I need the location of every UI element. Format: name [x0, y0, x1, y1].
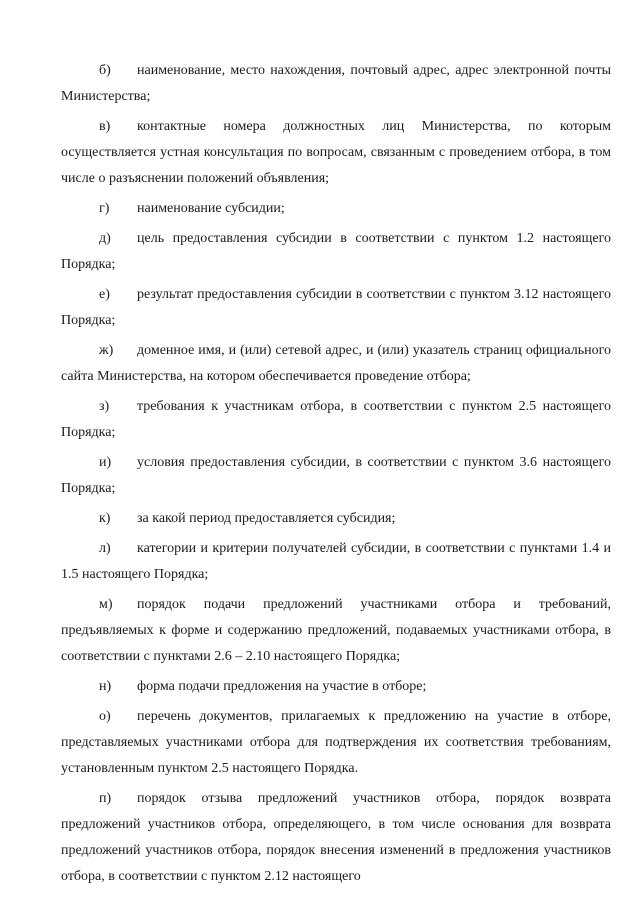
list-item-k: [61, 506, 611, 532]
list-item-m: [61, 592, 611, 670]
list-item-text: форма подачи предложения на участие в отборе;: [137, 679, 427, 694]
list-item-text: доменное имя, и (или) сетевой адрес, и (или) указатель страниц официального сайта Министерства, на котором обеспечивается проведение отбора;: [61, 343, 611, 384]
list-item-text: категории и критерии получателей субсидии, в соответствии с пунктами 1.4 и 1.5 настоящего Порядка;: [61, 541, 611, 582]
list-marker: е): [99, 287, 110, 302]
list-item-text: результат предоставления субсидии в соответствии с пунктом 3.12 настоящего Порядка;: [61, 287, 611, 328]
list-item-o: [61, 704, 611, 782]
list-item-text: перечень документов, прилагаемых к предложению на участие в отборе, представляемых участниками отбора для подтверждения их соответствия требованиям, установленным пунктом 2.5 настоящего Порядка.: [61, 709, 611, 776]
list-item-n: [61, 674, 611, 700]
list-item-b: [61, 58, 611, 110]
list-marker: л): [99, 541, 111, 556]
list-item-text: цель предоставления субсидии в соответствии с пунктом 1.2 настоящего Порядка;: [61, 231, 611, 272]
list-item-l: [61, 536, 611, 588]
list-item-text: за какой период предоставляется субсидия;: [137, 511, 396, 526]
list-marker: и): [99, 455, 112, 470]
list-marker: г): [99, 201, 110, 216]
list-item-z: [61, 394, 611, 446]
list-marker: в): [99, 119, 111, 134]
list-marker: н): [99, 679, 112, 694]
list-item-g: [61, 196, 611, 222]
list-marker: б): [99, 63, 111, 78]
list-marker: к): [99, 511, 111, 526]
list-marker: з): [99, 399, 110, 414]
list-marker: о): [99, 709, 111, 724]
list-item-d: [61, 226, 611, 278]
list-marker: д): [99, 231, 111, 246]
list-item-v: [61, 114, 611, 192]
list-marker: ж): [99, 343, 114, 358]
list-item-text: условия предоставления субсидии, в соответствии с пунктом 3.6 настоящего Порядка;: [61, 455, 611, 496]
list-item-text: наименование, место нахождения, почтовый адрес, адрес электронной почты Министерства;: [61, 63, 611, 104]
list-item-text: наименование субсидии;: [137, 201, 285, 216]
list-item-e: [61, 282, 611, 334]
list-marker: м): [99, 597, 113, 612]
list-item-text: порядок отзыва предложений участников отбора, порядок возврата предложений участников отбора, определяющего, в том числе основания для возврата предложений участников отбора, порядок внесения изменений в предложения участников отбора, в соответствии с пунктом 2.12 настоящего: [61, 791, 611, 884]
list-item-text: порядок подачи предложений участниками отбора и требований, предъявляемых к форме и содержанию предложений, подаваемых участниками отбора, в соответствии с пунктами 2.6 – 2.10 настоящего Порядка;: [61, 597, 611, 664]
list-item-text: требования к участникам отбора, в соответствии с пунктом 2.5 настоящего Порядка;: [61, 399, 611, 440]
list-item-text: контактные номера должностных лиц Министерства, по которым осуществляется устная консультация по вопросам, связанным с проведением отбора, в том числе о разъяснении положений объявления;: [61, 119, 611, 186]
document-page: [61, 58, 611, 894]
list-marker: п): [99, 791, 112, 806]
list-item-i: [61, 450, 611, 502]
list-item-p: [61, 786, 611, 890]
list-item-zh: [61, 338, 611, 390]
